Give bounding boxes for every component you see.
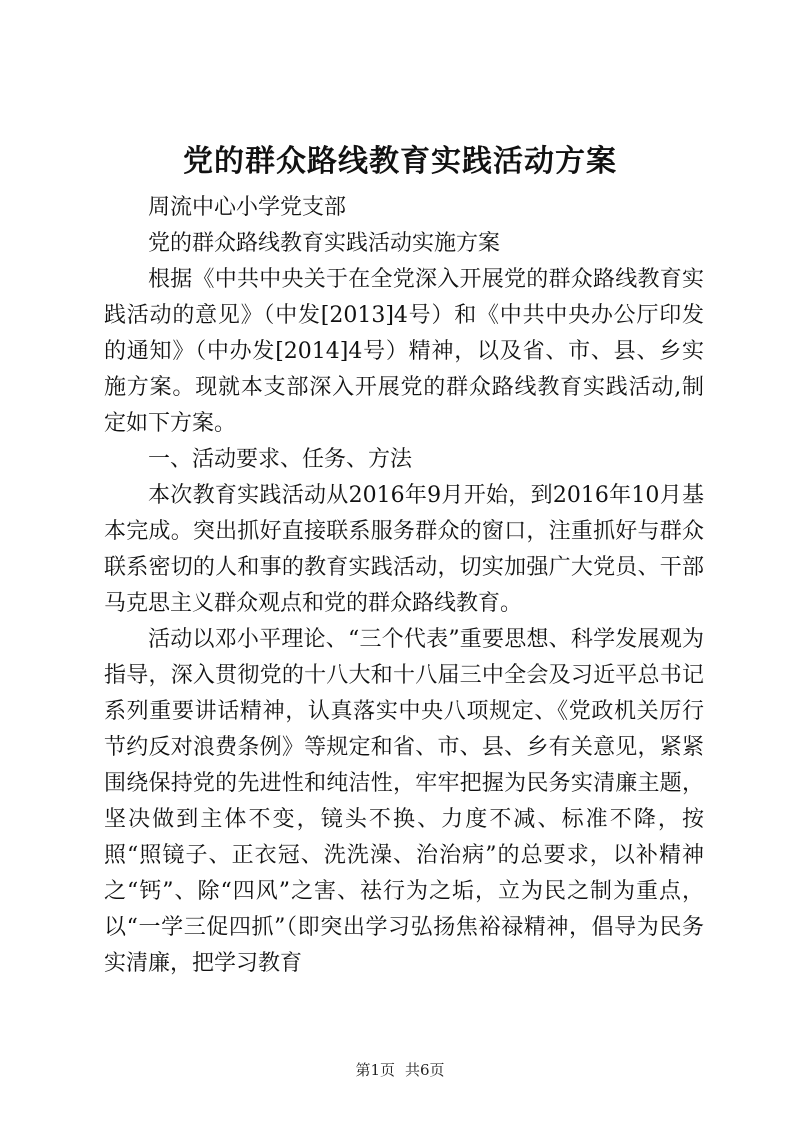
section-heading-1: 一、活动要求、任务、方法 <box>148 447 413 472</box>
paragraph-guidance: 活动以邓小平理论、“三个代表”重要思想、科学发展观为指导，深入贯彻党的十八大和十八届三中全会及习近平总书记系列重要讲话精神，认真落实中央八项规定、《党政机关厉行节约反对浪费条例》等规定和省、市、县、乡有关意见，紧紧围绕保持党的先进性和纯洁性，牢牢把握为民务实清廉主题，坚决做到主体不变，镜头不换、力度不减、标准不降，按照“照镜子、正衣冠、洗洗澡、治治病”的总要求，以补精神之“钙”、除“四风”之害、祛行为之垢，立为民之制为重点，以“一学三促四抓”（即突出学习弘扬焦裕禄精神，倡导为民务实清廉，把学习教育 <box>104 627 704 976</box>
page-total: 共6页 <box>405 1061 445 1079</box>
paragraph-basis: 根据《中共中央关于在全党深入开展党的群众路线教育实践活动的意见》（中发[2013]4号）和《中共中央办公厅印发的通知》（中办发[2014]4号）精神，以及省、市、县、乡实施方案。现就本支部深入开展党的群众路线教育实践活动,制定如下方案。 <box>104 267 704 436</box>
paragraph-subtitle: 党的群众路线教育实践活动实施方案 <box>148 231 501 256</box>
paragraph-schedule: 本次教育实践活动从2016年9月开始，到2016年10月基本完成。突出抓好直接联系服务群众的窗口，注重抓好与群众联系密切的人和事的教育实践活动，切实加强广大党员、干部马克思主义群众观点和党的群众路线教育。 <box>104 483 704 616</box>
document-title: 党的群众路线教育实践活动方案 <box>183 144 617 179</box>
page-number: 第1页 <box>355 1061 395 1079</box>
paragraph-organization: 周流中心小学党支部 <box>148 195 347 220</box>
document-body <box>104 190 704 982</box>
page-footer <box>0 1060 800 1080</box>
